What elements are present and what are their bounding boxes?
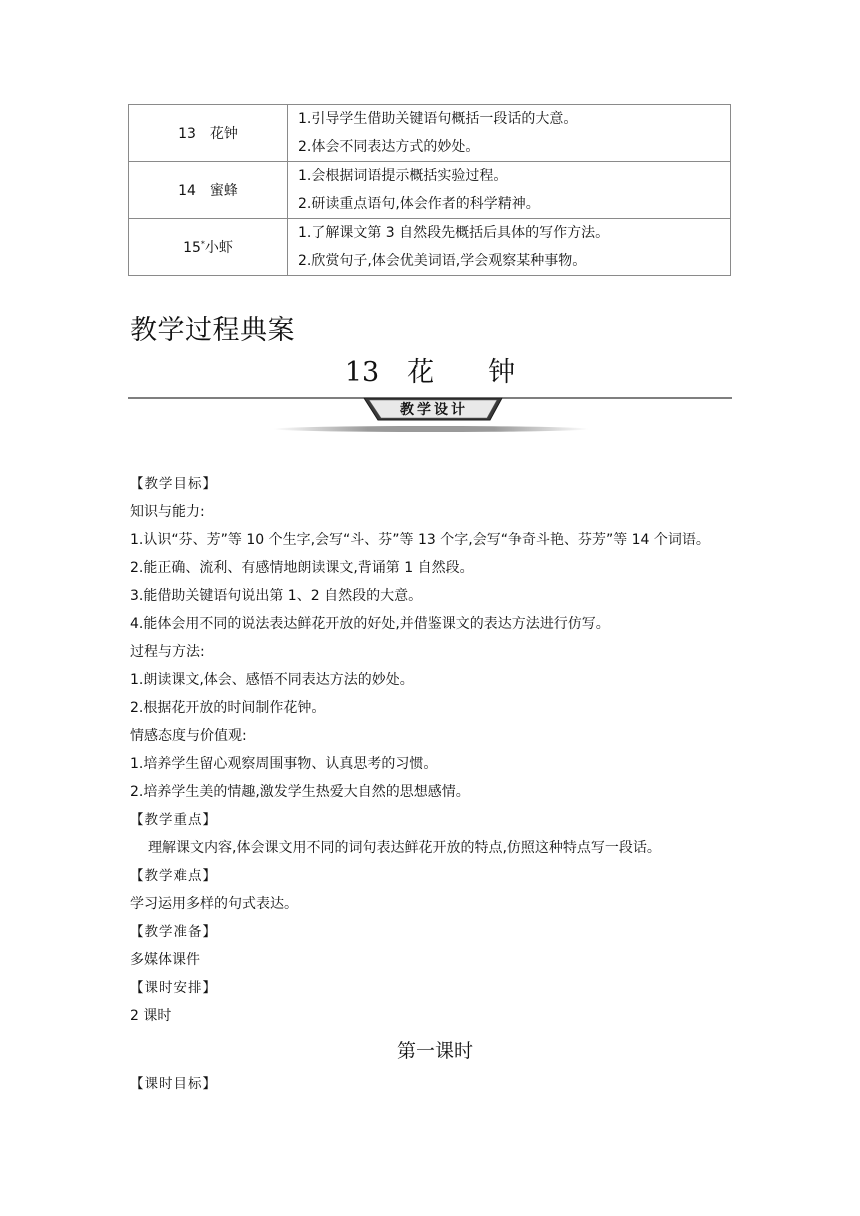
- teaching-design-banner: [128, 392, 732, 438]
- knowledge-item: 2.能正确、流利、有感情地朗读课文,背诵第 1 自然段。: [130, 560, 474, 576]
- lesson-title-char: 花: [407, 357, 435, 388]
- knowledge-label: 知识与能力:: [130, 504, 205, 520]
- optional-lesson-mark: *: [200, 239, 205, 249]
- lesson-goals-cell: [288, 219, 731, 276]
- schedule-text: 2 课时: [130, 1008, 172, 1024]
- goal-line: 2.体会不同表达方式的妙处。: [298, 139, 480, 155]
- goal-line: 2.欣赏句子,体会优美词语,学会观察某种事物。: [298, 253, 587, 269]
- banner-label: 教学设计: [400, 402, 468, 418]
- table-row: [129, 105, 731, 162]
- goal-line: 2.研读重点语句,体会作者的科学精神。: [298, 196, 540, 212]
- goal-line: 1.会根据词语提示概括实验过程。: [298, 168, 508, 184]
- emotion-label: 情感态度与价值观:: [130, 728, 247, 744]
- lesson-plan-content: [130, 470, 740, 1098]
- preparation-label: 【教学准备】: [130, 924, 217, 940]
- lesson-title-number: 13: [344, 357, 380, 388]
- key-points-text: 理解课文内容,体会课文用不同的词句表达鲜花开放的特点,仿照这种特点写一段话。: [148, 840, 661, 856]
- lesson-name-cell: 13 花钟: [129, 105, 288, 162]
- lesson-title: [0, 350, 860, 389]
- lesson-title-char: 钟: [488, 357, 516, 388]
- period-heading: 第一课时: [396, 1040, 473, 1062]
- period-goal-label: 【课时目标】: [130, 1076, 217, 1092]
- knowledge-item: 4.能体会用不同的说法表达鲜花开放的好处,并借鉴课文的表达方法进行仿写。: [130, 616, 610, 632]
- preparation-text: 多媒体课件: [130, 952, 200, 968]
- lesson-name: 小虾: [204, 240, 233, 256]
- process-item: 2.根据花开放的时间制作花钟。: [130, 700, 326, 716]
- process-label: 过程与方法:: [130, 644, 205, 660]
- table-row: [129, 219, 731, 276]
- process-item: 1.朗读课文,体会、感悟不同表达方法的妙处。: [130, 672, 414, 688]
- difficulty-label: 【教学难点】: [130, 868, 217, 884]
- knowledge-item: 1.认识“芬、芳”等 10 个生字,会写“斗、芬”等 13 个字,会写“争奇斗艳、芬芳”等 14 个词语。: [130, 532, 710, 548]
- lesson-name-cell: [129, 219, 288, 276]
- schedule-label: 【课时安排】: [130, 980, 217, 996]
- emotion-item: 2.培养学生美的情趣,激发学生热爱大自然的思想感情。: [130, 784, 470, 800]
- lesson-goals-table: [128, 104, 731, 276]
- section-heading: 教学过程典案: [130, 315, 295, 346]
- lesson-goals-cell: [288, 105, 731, 162]
- table-row: [129, 162, 731, 219]
- key-points-label: 【教学重点】: [130, 812, 217, 828]
- lesson-name-cell: 14 蜜蜂: [129, 162, 288, 219]
- objectives-label: 【教学目标】: [130, 476, 217, 492]
- goal-line: 1.了解课文第 3 自然段先概括后具体的写作方法。: [298, 225, 610, 241]
- difficulty-text: 学习运用多样的句式表达。: [130, 896, 298, 912]
- lesson-number: 15: [183, 240, 201, 256]
- lesson-goals-cell: [288, 162, 731, 219]
- knowledge-item: 3.能借助关键语句说出第 1、2 自然段的大意。: [130, 588, 423, 604]
- emotion-item: 1.培养学生留心观察周围事物、认真思考的习惯。: [130, 756, 438, 772]
- goal-line: 1.引导学生借助关键语句概括一段话的大意。: [298, 111, 578, 127]
